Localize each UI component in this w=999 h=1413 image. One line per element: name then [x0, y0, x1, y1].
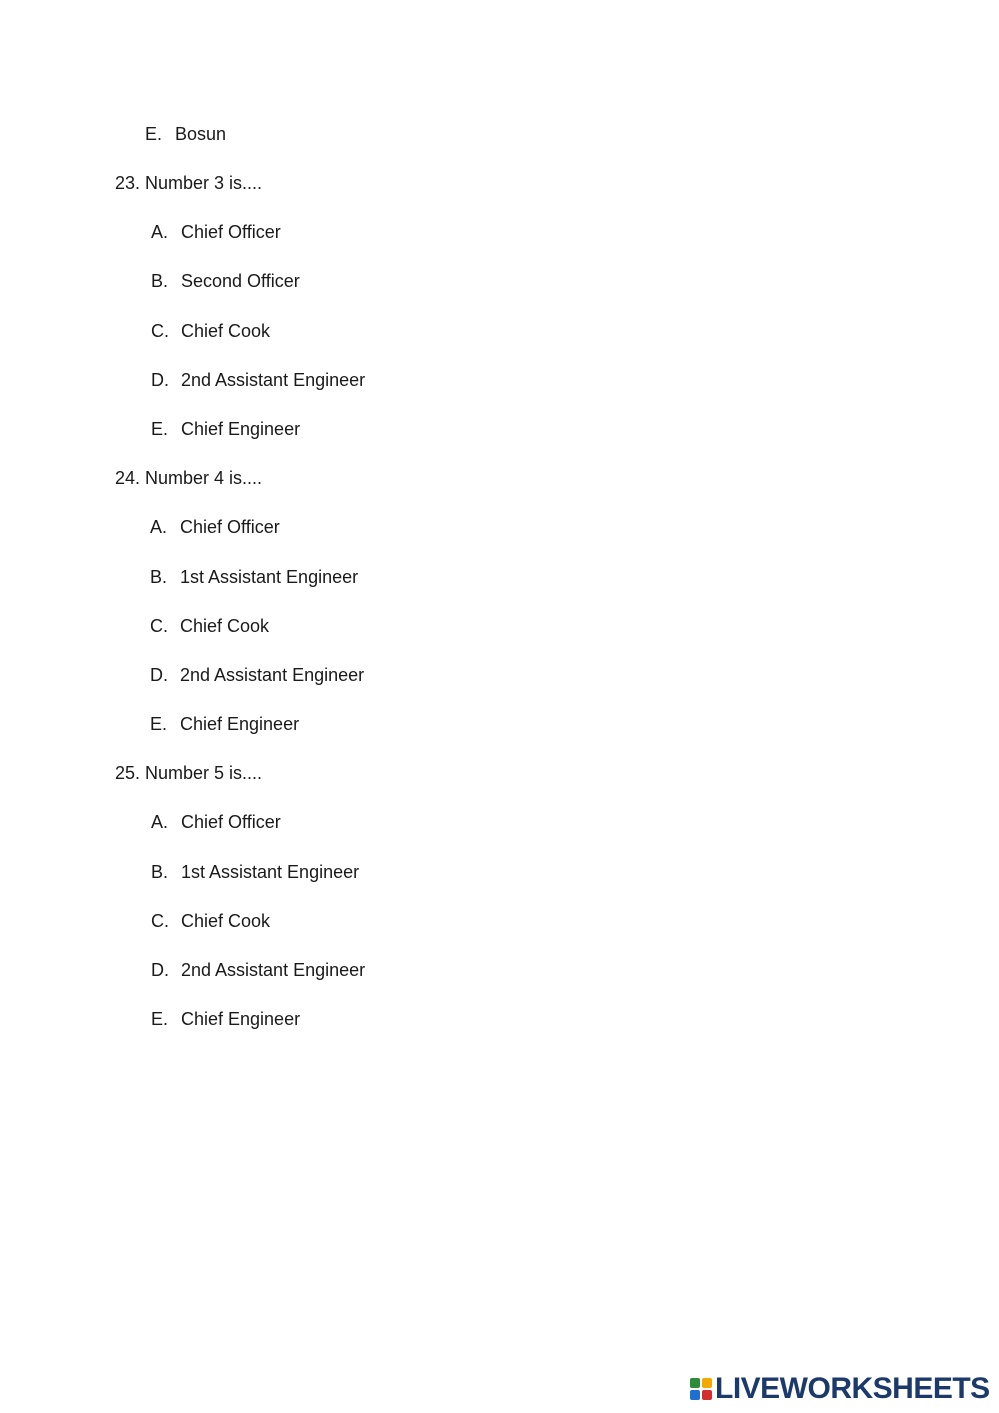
option-letter: C. [151, 911, 169, 931]
option-letter: B. [151, 271, 169, 291]
list-item [145, 123, 226, 145]
option-letter: E. [150, 714, 168, 734]
question-23: 23. Number 3 is.... [115, 173, 263, 193]
option-letter: E. [151, 1009, 169, 1029]
option-text: Chief Cook [180, 616, 270, 636]
option-text: Chief Cook [181, 911, 271, 931]
option-letter: B. [150, 567, 168, 587]
option-letter: B. [151, 862, 169, 882]
option-letter: A. [151, 812, 169, 832]
option-text: 1st Assistant Engineer [181, 862, 360, 882]
list-item [151, 910, 270, 932]
question-25: 25. Number 5 is.... [115, 763, 263, 783]
liveworksheets-logo [690, 1373, 990, 1405]
list-item [151, 861, 359, 883]
brand-name: LIVEWORKSHEETS [715, 1372, 990, 1405]
option-text: Chief Officer [181, 812, 281, 832]
list-item [151, 1008, 300, 1030]
option-text: Second Officer [181, 271, 300, 291]
option-letter: E. [145, 124, 163, 144]
list-item [151, 418, 300, 440]
list-item [151, 959, 365, 981]
list-item [150, 664, 364, 686]
list-item [150, 615, 269, 637]
mark-square-4 [702, 1390, 712, 1400]
option-text: Chief Cook [181, 321, 271, 341]
list-item [151, 270, 300, 292]
option-text: Chief Engineer [180, 714, 300, 734]
option-text: 2nd Assistant Engineer [180, 665, 365, 685]
option-text: 2nd Assistant Engineer [181, 960, 366, 980]
option-letter: C. [150, 616, 168, 636]
list-item [151, 369, 365, 391]
option-letter: A. [151, 222, 169, 242]
option-letter: D. [151, 370, 169, 390]
mark-square-2 [702, 1378, 712, 1388]
question-24: 24. Number 4 is.... [115, 468, 263, 488]
option-text: Chief Engineer [181, 1009, 301, 1029]
option-text: 1st Assistant Engineer [180, 567, 359, 587]
mark-square-1 [690, 1378, 700, 1388]
list-item [151, 320, 270, 342]
option-letter: D. [151, 960, 169, 980]
mark-square-3 [690, 1390, 700, 1400]
option-text: Bosun [175, 124, 227, 144]
option-letter: C. [151, 321, 169, 341]
option-letter: A. [150, 517, 168, 537]
list-item [150, 516, 280, 538]
option-text: Chief Engineer [181, 419, 301, 439]
option-letter: D. [150, 665, 168, 685]
list-item [150, 713, 299, 735]
option-text: Chief Officer [181, 222, 281, 242]
list-item [150, 566, 358, 588]
option-text: Chief Officer [180, 517, 280, 537]
option-letter: E. [151, 419, 169, 439]
liveworksheets-mark-icon [690, 1378, 712, 1400]
list-item [151, 221, 281, 243]
option-text: 2nd Assistant Engineer [181, 370, 366, 390]
list-item [151, 811, 281, 833]
